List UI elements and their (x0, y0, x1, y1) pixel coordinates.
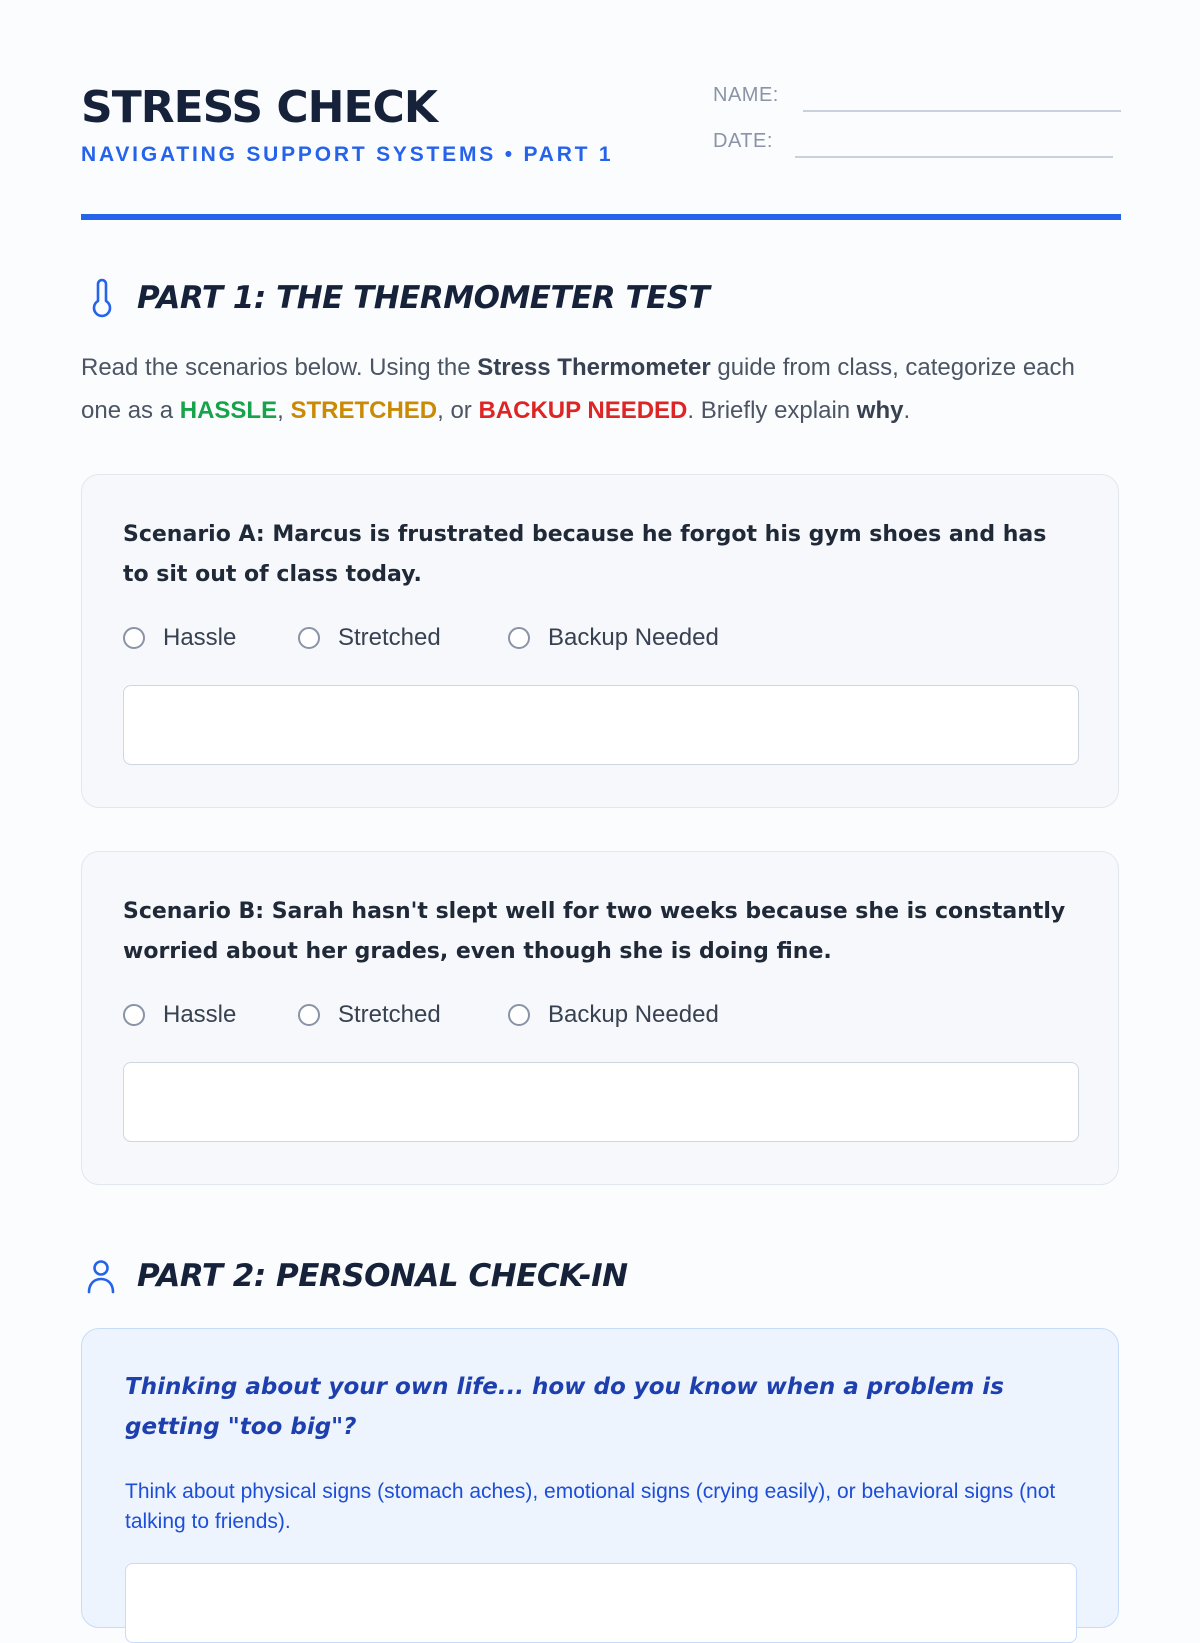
keyword-stretched: STRETCHED (290, 397, 438, 424)
scenario-a-answer-input[interactable] (123, 685, 1079, 765)
part2-header (81, 1254, 1121, 1298)
instructions-text: Read the scenarios below. Using the (81, 354, 478, 381)
option-label: Hassle (163, 624, 237, 651)
scenario-text: Scenario B: Sarah hasn't slept well for two weeks because she is constantly worried about her grades, even though she is doing fine. (123, 899, 1066, 964)
person-icon (85, 1256, 117, 1296)
page-subtitle: NAVIGATING SUPPORT SYSTEMS • PART 1 (81, 143, 614, 166)
worksheet-page (81, 0, 1121, 1600)
part2-title: PART 2: PERSONAL CHECK-IN (137, 1258, 628, 1294)
checkin-answer-input[interactable] (125, 1563, 1077, 1643)
radio-button[interactable] (123, 627, 145, 649)
part1-header (81, 276, 1121, 320)
instructions-guide: Stress Thermometer (477, 354, 711, 381)
scenario-card-b (81, 851, 1119, 1185)
scenario-options (123, 1000, 1073, 1034)
thermometer-icon (85, 278, 117, 318)
option-label: Backup Needed (548, 1001, 719, 1028)
instructions-text: . (903, 397, 911, 424)
instructions-text: . Briefly explain (687, 397, 857, 424)
header-divider (81, 214, 1121, 220)
page-title: STRESS CHECK (81, 82, 437, 133)
option-label: Backup Needed (548, 624, 719, 651)
instructions-why: why (856, 397, 904, 424)
scenario-text: Scenario A: Marcus is frustrated because he forgot his gym shoes and has to sit out of class today. (123, 522, 1047, 587)
checkin-hint: Think about physical signs (stomach aches), emotional signs (crying easily), or behavioral signs (not talking to friends). (125, 1480, 1056, 1533)
scenario-card-a (81, 474, 1119, 808)
header (81, 82, 1121, 222)
scenario-b-answer-input[interactable] (123, 1062, 1079, 1142)
keyword-hassle: HASSLE (179, 397, 278, 424)
option-label: Stretched (338, 1001, 441, 1028)
personal-checkin-card (81, 1328, 1119, 1628)
name-line[interactable] (803, 110, 1121, 112)
instructions-separator: , (277, 397, 291, 424)
part1-title: PART 1: THE THERMOMETER TEST (137, 280, 710, 316)
radio-button[interactable] (508, 627, 530, 649)
date-label: DATE: (713, 130, 773, 152)
checkin-prompt: Thinking about your own life... how do you know when a problem is getting "too big"? (125, 1374, 1004, 1440)
part1-instructions (81, 346, 1121, 432)
instructions-text: guide from class, categorize each one as a (81, 354, 1075, 424)
option-label: Stretched (338, 624, 441, 651)
keyword-backup-needed: BACKUP NEEDED (478, 397, 688, 424)
radio-button[interactable] (298, 627, 320, 649)
radio-button[interactable] (298, 1004, 320, 1026)
date-line[interactable] (795, 156, 1113, 158)
name-field[interactable] (713, 82, 1121, 112)
radio-button[interactable] (123, 1004, 145, 1026)
name-label: NAME: (713, 84, 779, 106)
instructions-separator: , or (437, 397, 479, 424)
radio-button[interactable] (508, 1004, 530, 1026)
scenario-options (123, 623, 1073, 657)
option-label: Hassle (163, 1001, 237, 1028)
date-field[interactable] (713, 128, 1121, 158)
